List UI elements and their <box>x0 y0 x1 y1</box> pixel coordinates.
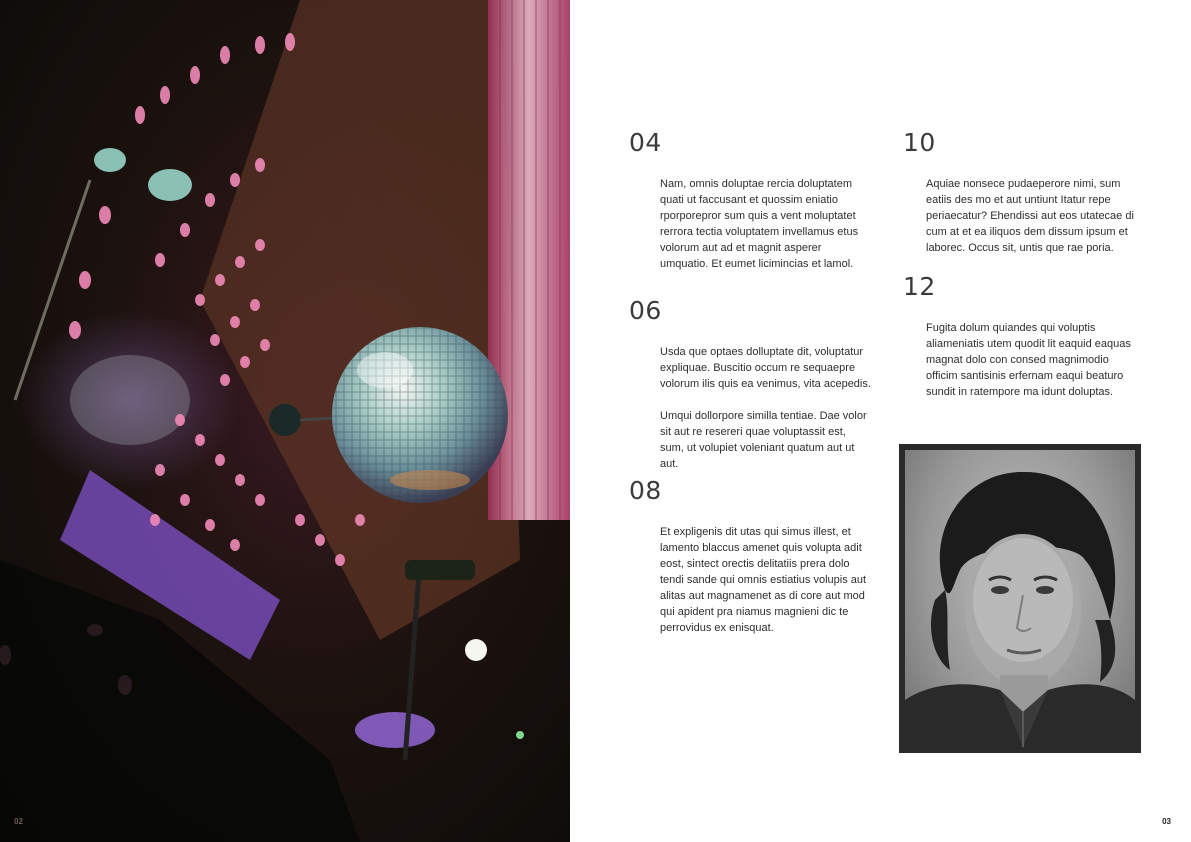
section-10 <box>903 128 1148 268</box>
section-12 <box>903 272 1148 412</box>
page-number-right: 03 <box>1162 817 1171 826</box>
section-paragraph: Nam, omnis doluptae rercia doluptatem quati ut faccusant et quossim eniatio rporporepror sum quis a vent moluptatet rerrora tectia voluptatem invellamus etus volorum aut ad et magnit asperer umquatio. Et eumet licimincias et lamol. <box>660 178 859 270</box>
section-04 <box>629 128 874 278</box>
section-paragraph: Usda que optaes dolluptate dit, voluptatur expliquae. Buscitio occum re sequaepre volorum ilis quis ea venimus, vita acepedis. <box>660 346 871 390</box>
section-number: 04 <box>629 128 662 157</box>
section-paragraph: Fugita dolum quiandes qui voluptis aliameniatis utem quodit lit eaquid eaquas magnat dolo con consed magnimodio officim santisinis erfernam eaqui beaturo sundit in ratempore ma idunt doluptas. <box>926 322 1131 398</box>
section-number: 08 <box>629 476 662 505</box>
section-paragraph: Aquiae nonsece pudaeperore nimi, sum eatiis des mo et aut untiunt Itatur repe periaecatur? Ehendissi aut eos utatecae di cum at et ea iliquos dem dissum ipsum et laborec. Occus sit, untis que rae poria. <box>926 178 1134 254</box>
section-paragraph: Et expligenis dit utas qui simus illest, et lamento blaccus amenet quis volupta adit eost, sintect orectis delitatiis prera dolo tendi sande qui omnis estiatius volupis aut alitas aut magnamenet as di core aut mod qui apident pra niamus magnieni dic te perrovidus ex enisquat. <box>660 526 867 634</box>
page-number-left: 02 <box>14 817 23 826</box>
disco-ball-illustration <box>0 0 570 842</box>
portrait-photo <box>899 444 1141 753</box>
disco-ball-photo <box>0 0 570 842</box>
section-08 <box>629 476 874 646</box>
section-number: 10 <box>903 128 936 157</box>
portrait-illustration <box>905 450 1135 747</box>
section-06 <box>629 296 874 470</box>
section-number: 12 <box>903 272 936 301</box>
section-number: 06 <box>629 296 662 325</box>
section-paragraph: Umqui dollorpore similla tentiae. Dae volor sit aut re resereri quae voluptassit est, sum, ut volupiet voleniant quatum aut ut aut. <box>660 410 867 470</box>
